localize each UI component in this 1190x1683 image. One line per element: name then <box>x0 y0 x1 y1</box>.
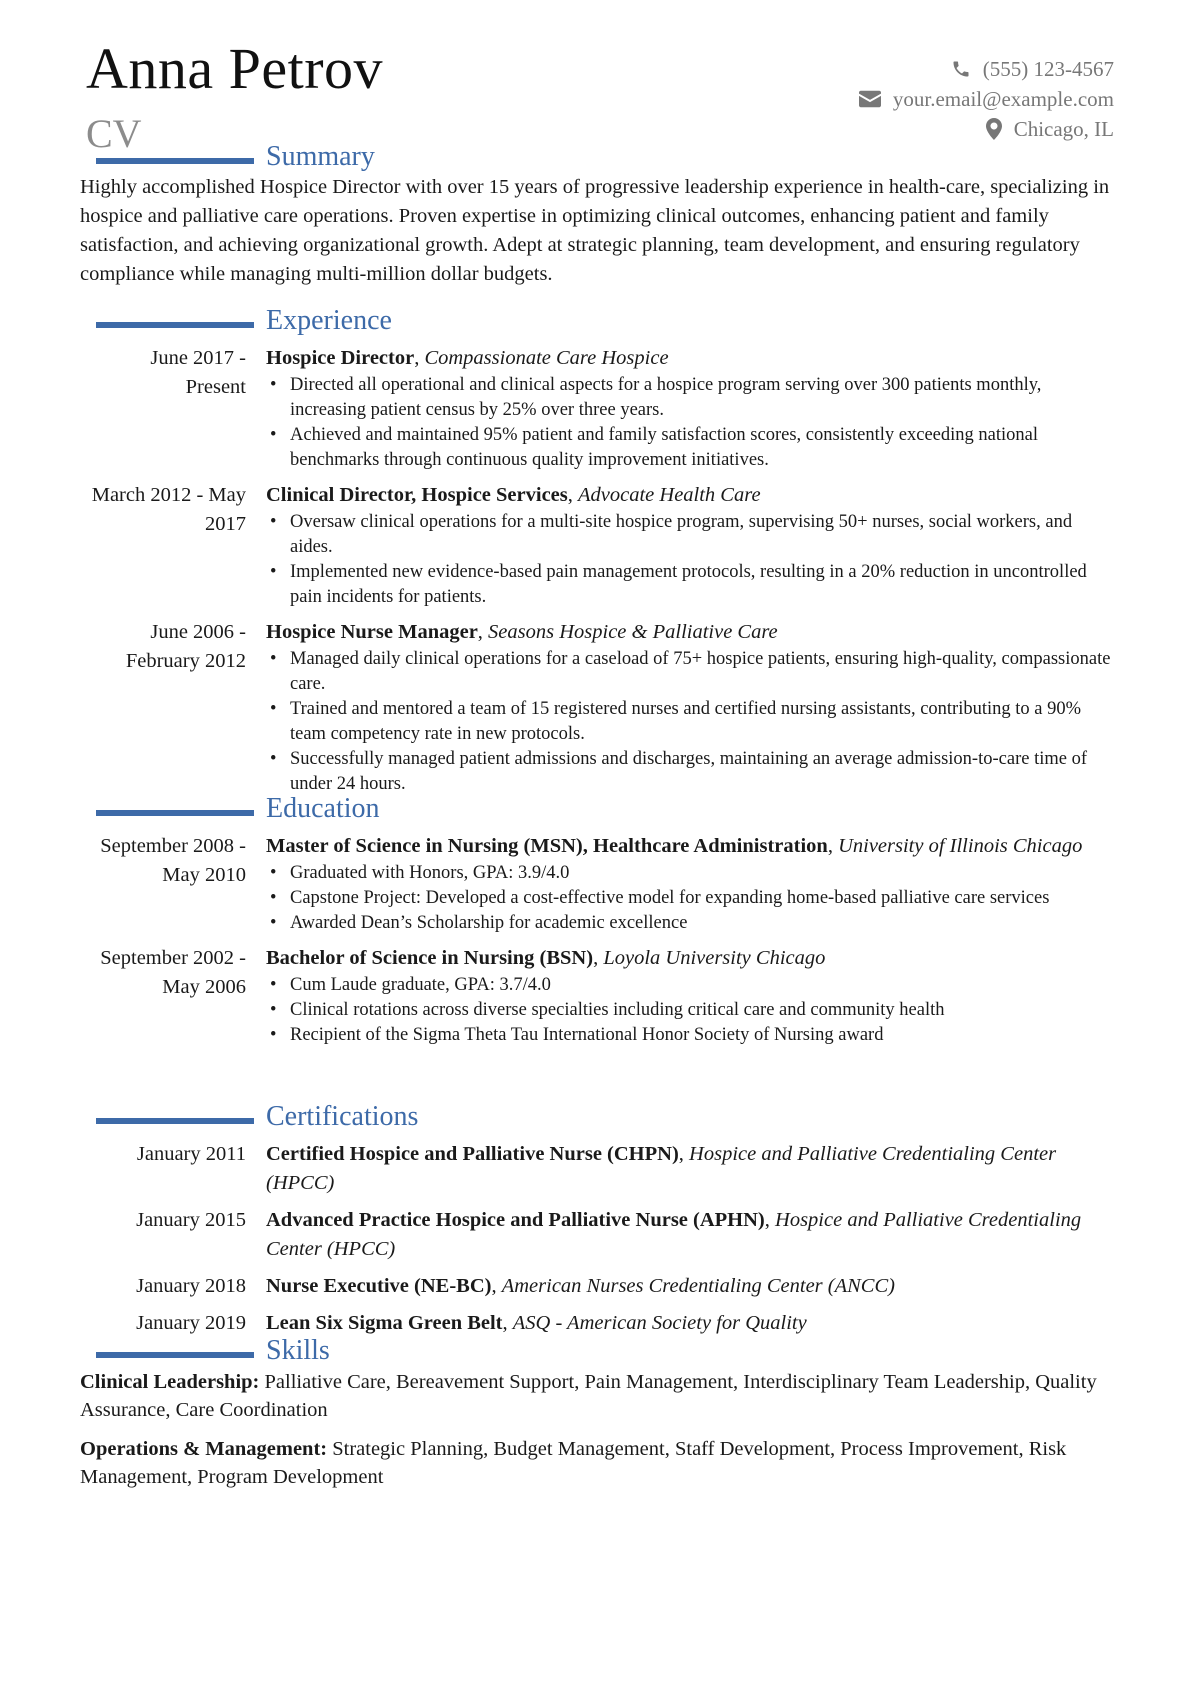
education-section <box>86 794 1116 1056</box>
entry-title: Lean Six Sigma Green Belt <box>266 1312 503 1334</box>
certifications-section <box>86 1102 1116 1346</box>
section-rule <box>96 322 254 328</box>
section-title: Experience <box>266 305 392 336</box>
experience-entry <box>86 481 1116 610</box>
entry-title: Hospice Nurse Manager <box>266 621 478 643</box>
bullet-item: • Achieved and maintained 95% patient and family satisfaction scores, consistently exceeding national benchmarks through continuous quality improvement initiatives. <box>290 423 1116 473</box>
summary-section <box>80 141 1116 289</box>
summary-heading <box>86 142 1116 176</box>
entry-org: Compassionate Care Hospice <box>424 347 669 369</box>
entry-title: Clinical Director, Hospice Services <box>266 484 568 506</box>
skills-section <box>80 1335 1116 1502</box>
bullet-item: • Managed daily clinical operations for a caseload of 75+ hospice patients, ensuring high-quality, compassionate care. <box>290 647 1116 697</box>
section-title: Education <box>266 793 380 824</box>
entry-heading: Nurse Executive (NE-BC), American Nurses Credentialing Center (ANCC) <box>266 1275 895 1297</box>
experience-section <box>86 306 1116 805</box>
skills-heading <box>86 1336 1116 1370</box>
document-subtitle: CV <box>86 111 142 156</box>
phone-text: (555) 123-4567 <box>982 56 1114 81</box>
entry-org: Seasons Hospice & Palliative Care <box>488 621 778 643</box>
entry-org: ASQ - American Society for Quality <box>512 1312 807 1334</box>
entry-date: January 2018 <box>136 1275 246 1297</box>
certification-entry <box>86 1140 1116 1198</box>
entry-heading: Clinical Director, Hospice Services, Advocate Health Care <box>266 484 761 506</box>
bullet-item: • Graduated with Honors, GPA: 3.9/4.0 <box>290 861 1116 886</box>
skill-group <box>80 1435 1110 1491</box>
entry-bullets <box>266 647 1116 797</box>
entry-bullets <box>266 861 1116 936</box>
entry-date: January 2015 <box>136 1209 246 1231</box>
bullet-item: • Implemented new evidence-based pain management protocols, resulting in a 20% reduction in uncontrolled pain incidents for patients. <box>290 560 1116 610</box>
certification-entry <box>86 1206 1116 1264</box>
entry-date: March 2012 - May 2017 <box>91 484 246 535</box>
contact-phone <box>859 54 1114 84</box>
entry-heading: Lean Six Sigma Green Belt, ASQ - American Society for Quality <box>266 1312 807 1334</box>
certifications-heading <box>86 1102 1116 1136</box>
experience-entry <box>86 618 1116 797</box>
certification-entry <box>86 1309 1116 1338</box>
certification-entry <box>86 1272 1116 1301</box>
experience-heading <box>86 306 1116 340</box>
entry-date: January 2011 <box>136 1143 246 1165</box>
bullet-item: • Oversaw clinical operations for a multi-site hospice program, supervising 50+ nurses, social workers, and aides. <box>290 510 1116 560</box>
entry-heading: Bachelor of Science in Nursing (BSN), Loyola University Chicago <box>266 947 826 969</box>
entry-heading: Hospice Nurse Manager, Seasons Hospice & Palliative Care <box>266 621 778 643</box>
entry-date: September 2002 - May 2006 <box>100 947 246 998</box>
entry-title: Advanced Practice Hospice and Palliative Nurse (APHN) <box>266 1209 765 1231</box>
skill-label: Clinical Leadership: <box>80 1371 260 1393</box>
bullet-item: • Trained and mentored a team of 15 registered nurses and certified nursing assistants, contributing to a 90% team competency rate in new protocols. <box>290 697 1116 747</box>
entry-org: Loyola University Chicago <box>603 947 826 969</box>
entry-org: Hospice and Palliative Credentialing Center (HPCC) <box>266 1143 1057 1194</box>
entry-date: September 2008 - May 2010 <box>100 835 246 886</box>
entry-org: Hospice and Palliative Credentialing Center (HPCC) <box>266 1209 1082 1260</box>
entry-heading: Hospice Director, Compassionate Care Hospice <box>266 347 669 369</box>
bullet-item: • Cum Laude graduate, GPA: 3.7/4.0 <box>290 973 1116 998</box>
skill-list: Strategic Planning, Budget Management, Staff Development, Process Improvement, Risk Management, Program Development <box>80 1438 1067 1488</box>
entry-org: University of Illinois Chicago <box>838 835 1083 857</box>
entry-bullets <box>266 510 1116 610</box>
bullet-item: • Awarded Dean’s Scholarship for academic excellence <box>290 911 1116 936</box>
bullet-item: • Capstone Project: Developed a cost-effective model for expanding home-based palliative care services <box>290 886 1116 911</box>
entry-date: June 2017 - Present <box>150 347 246 398</box>
entry-title: Bachelor of Science in Nursing (BSN) <box>266 947 594 969</box>
section-rule <box>96 1118 254 1124</box>
section-rule <box>96 1352 254 1358</box>
summary-text: Highly accomplished Hospice Director with over 15 years of progressive leadership experience in health-care, specializing in hospice and palliative care operations. Proven expertise in optimizing clinical outcomes, enhancing patient and family satisfaction, and achieving organizational growth. Adept at strategic planning, team development, and ensuring regulatory compliance while managing multi-million dollar budgets. <box>80 176 1110 285</box>
skill-list: Palliative Care, Bereavement Support, Pain Management, Interdisciplinary Team Leadership, Quality Assurance, Care Coordination <box>80 1371 1097 1421</box>
person-name: Anna Petrov <box>86 36 384 101</box>
entry-org: Advocate Health Care <box>578 484 761 506</box>
bullet-item: • Directed all operational and clinical aspects for a hospice program serving over 300 patients monthly, increasing patient census by 25% over three years. <box>290 373 1116 423</box>
entry-heading: Certified Hospice and Palliative Nurse (CHPN), Hospice and Palliative Credentialing Center (HPCC) <box>266 1143 1057 1194</box>
contact-email <box>859 84 1114 114</box>
location-text: Chicago, IL <box>1013 116 1114 141</box>
phone-icon <box>951 59 971 79</box>
bullet-item: • Clinical rotations across diverse specialties including critical care and community health <box>290 998 1116 1023</box>
entry-title: Hospice Director <box>266 347 415 369</box>
entry-heading: Master of Science in Nursing (MSN), Healthcare Administration, University of Illinois Chicago <box>266 835 1083 857</box>
bullet-item: • Recipient of the Sigma Theta Tau International Honor Society of Nursing award <box>290 1023 1116 1048</box>
entry-title: Master of Science in Nursing (MSN), Healthcare Administration <box>266 835 828 857</box>
section-title: Summary <box>266 141 375 172</box>
contact-location <box>859 114 1114 144</box>
skill-group <box>80 1368 1110 1424</box>
entry-bullets <box>266 373 1116 473</box>
education-heading <box>86 794 1116 828</box>
skill-label: Operations & Management: <box>80 1438 328 1460</box>
map-pin-icon <box>986 118 1002 140</box>
contact-block <box>859 54 1114 144</box>
envelope-icon <box>859 90 881 108</box>
entry-title: Nurse Executive (NE-BC) <box>266 1275 492 1297</box>
section-title: Skills <box>266 1335 330 1366</box>
experience-entry <box>86 344 1116 473</box>
section-rule <box>96 158 254 164</box>
bullet-item: • Successfully managed patient admissions and discharges, maintaining an average admission-to-care time of under 24 hours. <box>290 747 1116 797</box>
education-entry <box>86 832 1116 936</box>
entry-date: June 2006 - February 2012 <box>125 621 246 672</box>
email-link[interactable]: your.email@example.com <box>892 86 1114 111</box>
entry-date: January 2019 <box>136 1312 246 1334</box>
section-title: Certifications <box>266 1101 419 1132</box>
entry-heading: Advanced Practice Hospice and Palliative Nurse (APHN), Hospice and Palliative Credentialing Center (HPCC) <box>266 1209 1082 1260</box>
entry-bullets <box>266 973 1116 1048</box>
education-entry <box>86 944 1116 1048</box>
section-rule <box>96 810 254 816</box>
entry-title: Certified Hospice and Palliative Nurse (CHPN) <box>266 1143 679 1165</box>
entry-org: American Nurses Credentialing Center (ANCC) <box>501 1275 895 1297</box>
